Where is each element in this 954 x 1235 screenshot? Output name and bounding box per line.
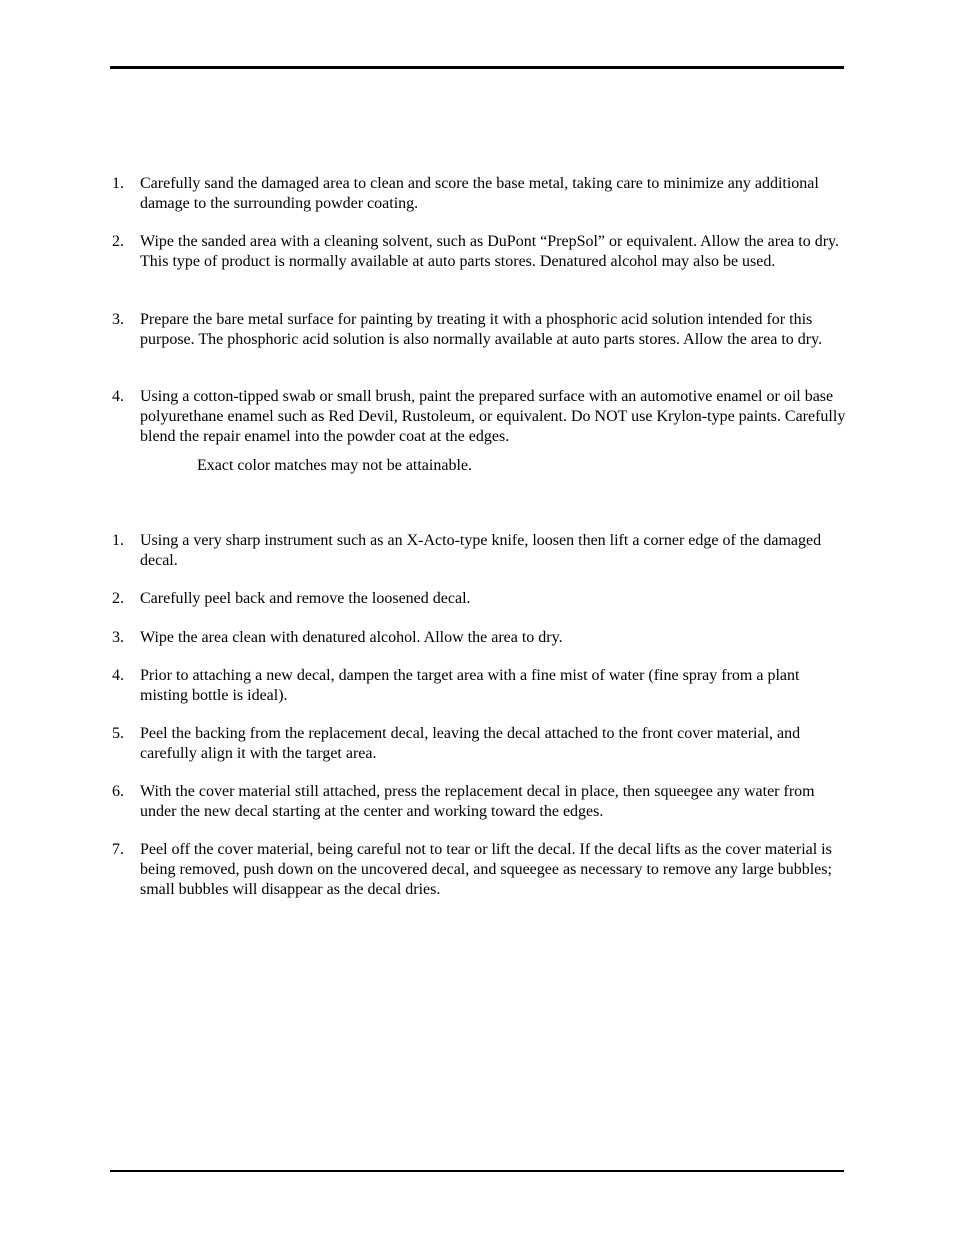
step-text: With the cover material still attached, press the replacement decal in place, then squeegee any water from under the new decal starting at the center and working toward the edges. [140,783,815,820]
paint-step-4 [112,387,847,447]
step-number: 1. [112,532,124,549]
step-text: Wipe the sanded area with a cleaning solvent, such as DuPont “PrepSol” or equivalent. Allow the area to dry. This type of product is normally available at auto parts stores. Denatured alcohol may also be used. [140,233,840,270]
step-number: 4. [112,388,124,405]
decal-step-4 [112,666,847,706]
step-text: Wipe the area clean with denatured alcohol. Allow the area to dry. [140,629,563,646]
step-text: Peel off the cover material, being careful not to tear or lift the decal. If the decal lifts as the cover material is being removed, push down on the uncovered decal, and squeegee as necessary to remove any large bubbles; small bubbles will disappear as the decal dries. [140,841,832,898]
step-text: Prepare the bare metal surface for painting by treating it with a phosphoric acid solution intended for this purpose. The phosphoric acid solution is also normally available at auto parts stores. Allow the area to dry. [140,311,823,348]
step-text: Using a cotton-tipped swab or small brush, paint the prepared surface with an automotive enamel or oil base polyurethane enamel such as Red Devil, Rustoleum, or equivalent. Do NOT use Krylon-type paints. Carefully blend the repair enamel into the powder coat at the edges. [140,388,846,445]
step-number: 3. [112,629,124,646]
step-number: 3. [112,311,124,328]
paint-step-1 [112,174,847,214]
step-text: Prior to attaching a new decal, dampen the target area with a fine mist of water (fine spray from a plant misting bottle is ideal). [140,667,800,704]
paint-step-3 [112,310,847,350]
step-number: 4. [112,667,124,684]
decal-step-5 [112,724,847,764]
footer-rule [110,1170,844,1172]
header-rule [110,66,844,69]
decal-step-1 [112,531,847,571]
step-number: 2. [112,233,124,250]
step-text: Peel the backing from the replacement decal, leaving the decal attached to the front cover material, and carefully align it with the target area. [140,725,801,762]
decal-step-7 [112,840,847,900]
step-number: 7. [112,841,124,858]
decal-step-3 [112,628,847,648]
color-match-note: Exact color matches may not be attainable. [197,457,472,474]
step-number: 6. [112,783,124,800]
step-number: 1. [112,175,124,192]
paint-step-2 [112,232,847,272]
step-text: Using a very sharp instrument such as an X-Acto-type knife, loosen then lift a corner edge of the damaged decal. [140,532,822,569]
step-number: 2. [112,590,124,607]
decal-step-6 [112,782,847,822]
step-text: Carefully sand the damaged area to clean and score the base metal, taking care to minimize any additional damage to the surrounding powder coating. [140,175,819,212]
step-number: 5. [112,725,124,742]
step-text: Carefully peel back and remove the loosened decal. [140,590,471,607]
decal-step-2 [112,589,847,609]
